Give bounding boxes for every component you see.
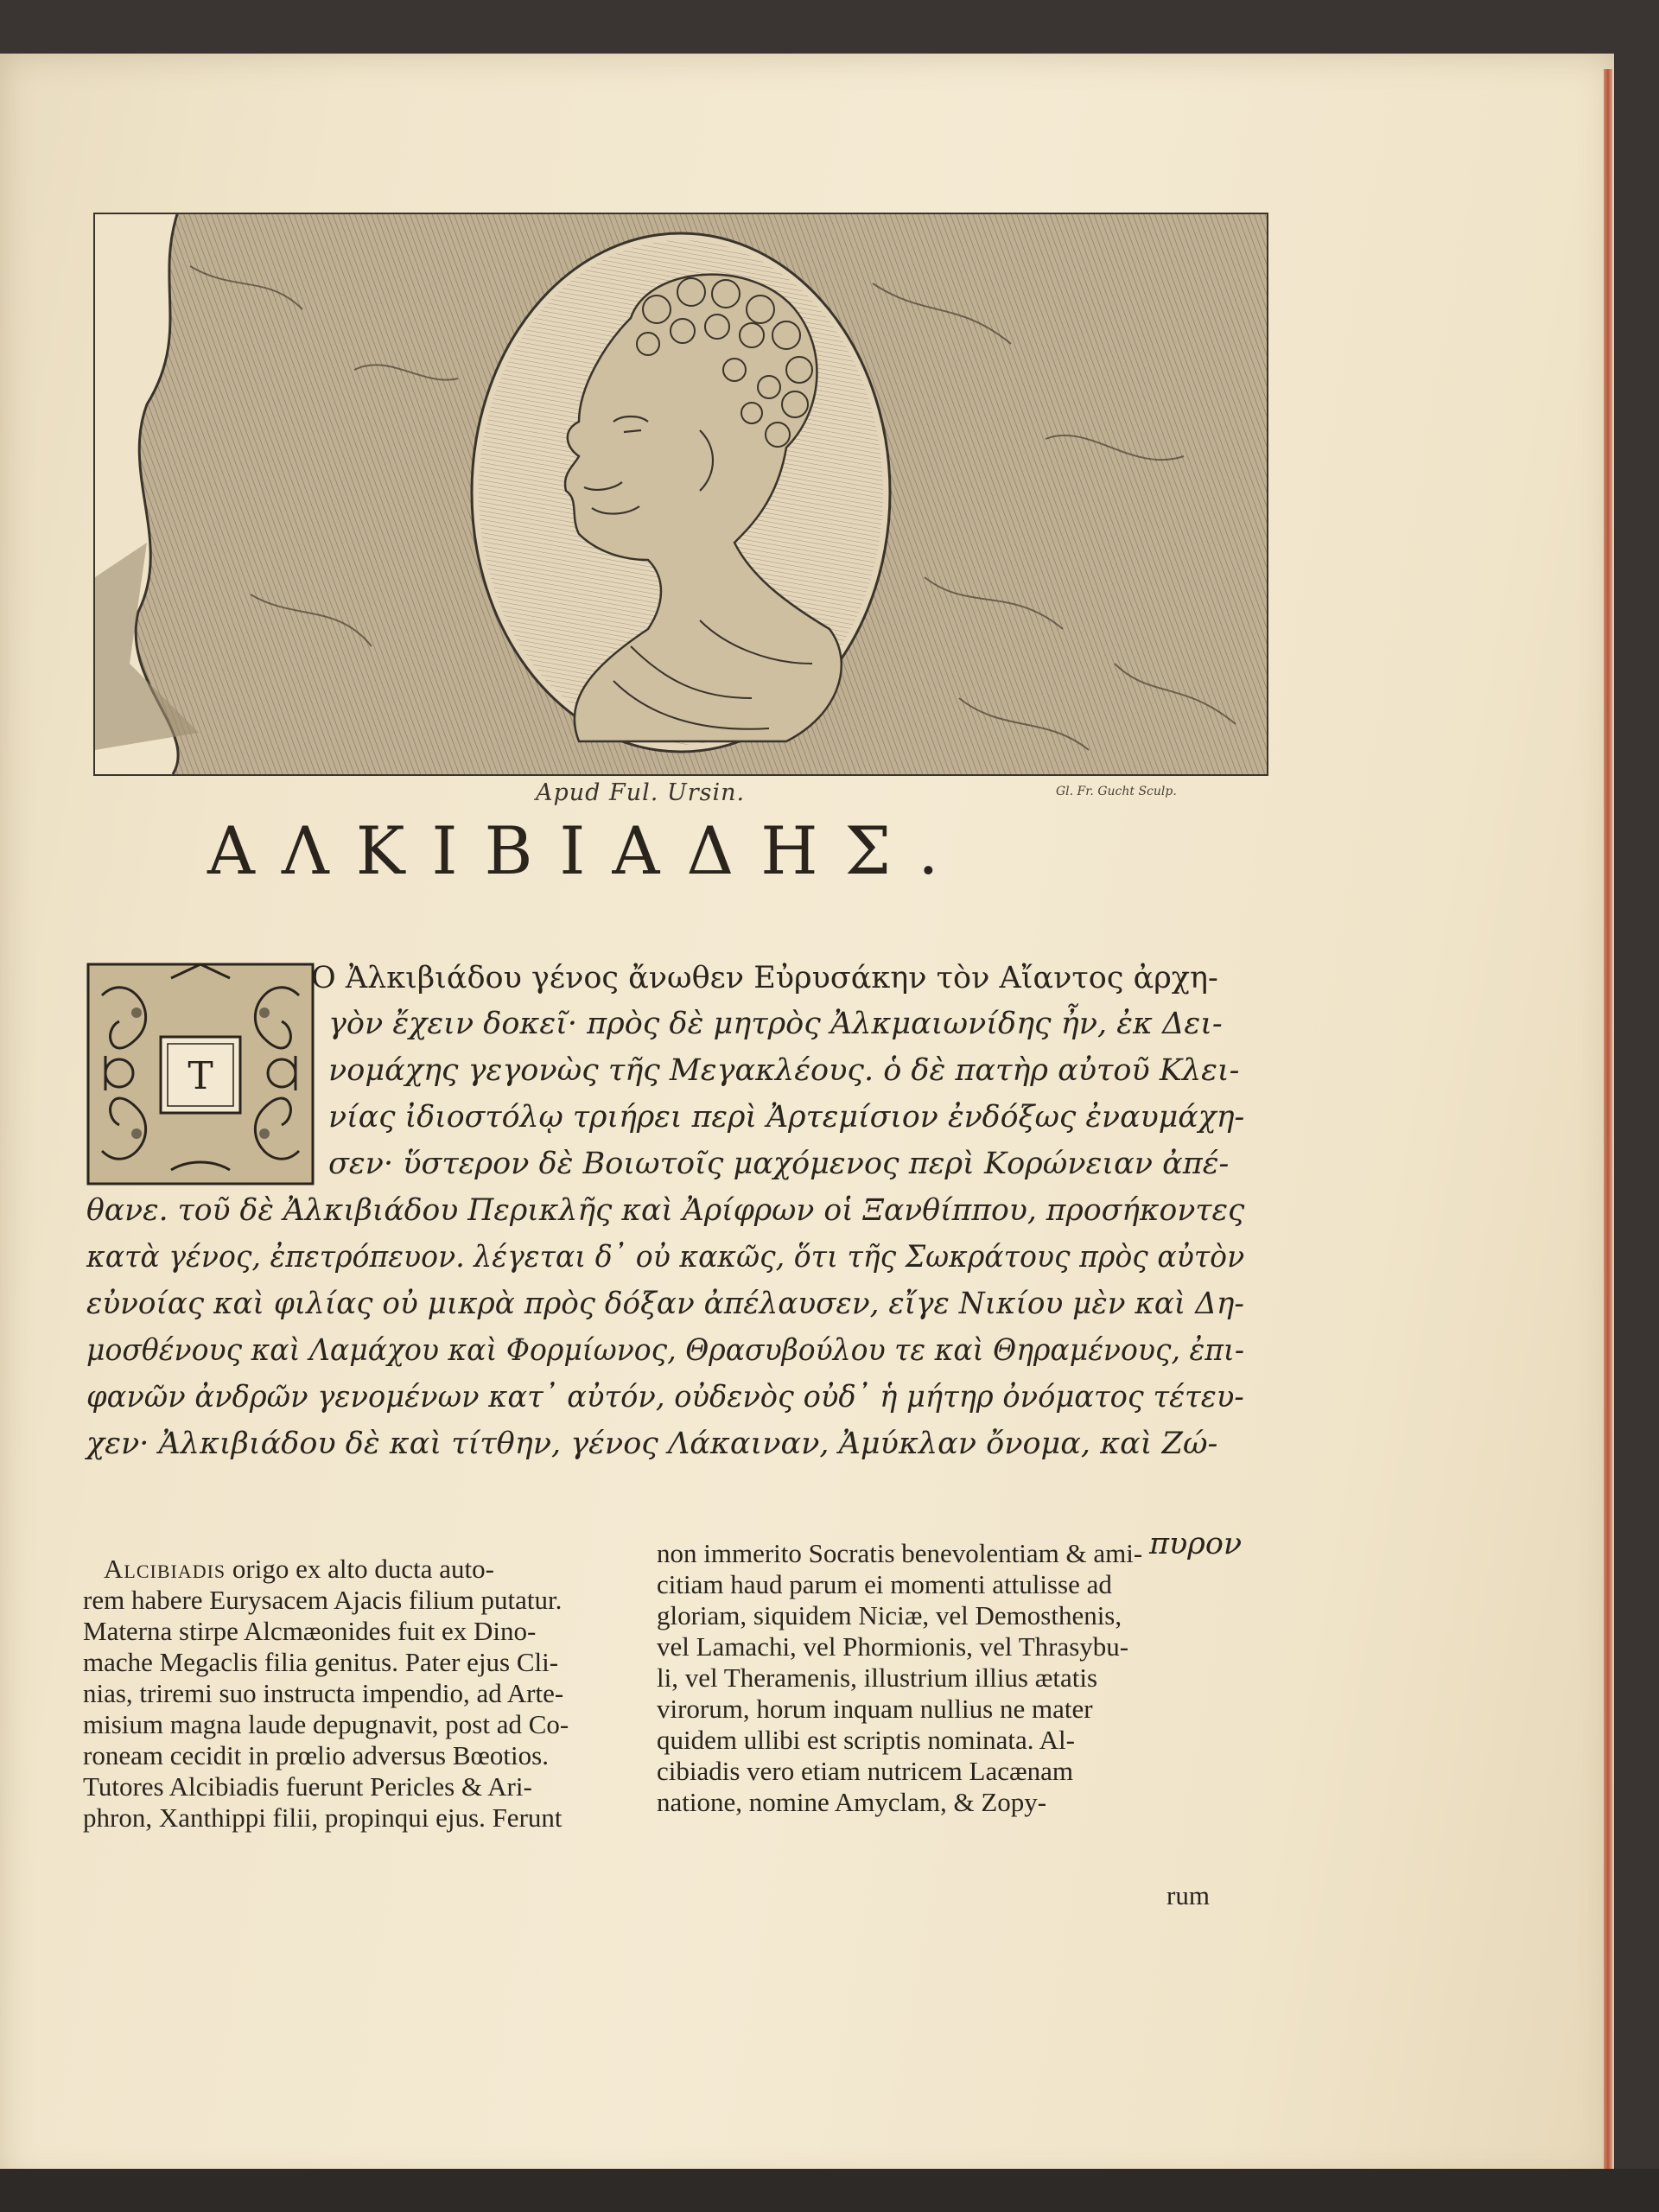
page-edge-red — [1604, 69, 1612, 2177]
greek-line: Ο Ἀλκιβιάδου γένος ἄνωθεν Εὐρυσάκην τὸν Αἴαντος ἀρχη- — [311, 961, 1218, 995]
page-title: ΑΛΚΙΒΙΑΔΗΣ. — [207, 812, 966, 889]
latin-left-line: roneam cecidit in prœlio adversus Bœotios. — [83, 1740, 549, 1770]
greek-line: σεν· ὕστερον δὲ Βοιωτοῖς μαχόμενος περὶ Κορώνειαν ἀπέ- — [328, 1147, 1230, 1181]
latin-right-line: li, vel Theramenis, illustrium illius ætatis — [657, 1662, 1098, 1693]
latin-right-line: vel Lamachi, vel Phormionis, vel Thrasybu- — [657, 1631, 1129, 1662]
greek-line: νομάχης γεγονὼς τῆς Μεγακλέους. ὁ δὲ πατὴρ αὐτοῦ Κλει- — [328, 1053, 1240, 1088]
greek-line: χεν· Ἀλκιβιάδου δὲ καὶ τίτθην, γένος Λάκαιναν, Ἀμύκλαν ὄνομα, καὶ Ζώ- — [86, 1427, 1218, 1461]
engraved-portrait — [93, 213, 1268, 776]
latin-left-line: rem habere Eurysacem Ajacis filium putatur. — [83, 1585, 563, 1615]
latin-right-line: non immerito Socratis benevolentiam & ami- — [657, 1538, 1143, 1568]
latin-right-line: virorum, horum inquam nullius ne mater — [657, 1694, 1093, 1724]
latin-first-word: Alcibiadis — [104, 1554, 226, 1584]
latin-left-line: nias, triremi suo instructa impendio, ad Arte- — [83, 1678, 564, 1708]
latin-right-line: natione, nomine Amyclam, & Zopy- — [657, 1787, 1047, 1817]
portrait-caption-engraver: Gl. Fr. Gucht Sculp. — [1056, 785, 1177, 798]
latin-left-line: misium magna laude depugnavit, post ad Co- — [83, 1709, 569, 1739]
ornamental-initial — [85, 961, 316, 1187]
greek-line: θανε. τοῦ δὲ Ἀλκιβιάδου Περικλῆς καὶ Ἀρίφρων οἱ Ξανθίππου, προσήκοντες — [86, 1193, 1245, 1228]
initial-letter: T — [188, 1054, 213, 1098]
greek-line: κατὰ γένος, ἐπετρόπευον. λέγεται δ᾽ οὐ κακῶς, ὅτι τῆς Σωκράτους πρὸς αὐτὸν — [86, 1240, 1245, 1274]
portrait-engraving — [95, 214, 1267, 774]
latin-left-line: Tutores Alcibiadis fuerunt Pericles & Ari- — [83, 1771, 532, 1802]
latin-right-line: citiam haud parum ei momenti attulisse ad — [657, 1569, 1112, 1599]
greek-catchword: πυρον — [1149, 1527, 1243, 1561]
greek-line: φανῶν ἀνδρῶν γενομένων κατ᾽ αὐτόν, οὐδενὸς οὐδ᾽ ἡ μήτηρ ὀνόματος τέτευ- — [86, 1380, 1244, 1414]
latin-left-line: Materna stirpe Alcmæonides fuit ex Dino- — [83, 1616, 537, 1646]
latin-right-line: cibiadis vero etiam nutricem Lacænam — [657, 1756, 1074, 1786]
greek-line: μοσθένους καὶ Λαμάχου καὶ Φορμίωνος, Θρασυβούλου τε καὶ Θηραμένους, ἐπι- — [86, 1333, 1245, 1368]
latin-right-line: quidem ullibi est scriptis nominata. Al- — [657, 1725, 1075, 1755]
greek-line: γὸν ἔχειν δοκεῖ· πρὸς δὲ μητρὸς Ἀλκμαιωνίδης ἦν, ἐκ Δει- — [328, 1007, 1223, 1041]
latin-left-line: phron, Xanthippi filii, propinqui ejus. Ferunt — [83, 1802, 563, 1833]
latin-right-line: gloriam, siquidem Niciæ, vel Demosthenis, — [657, 1600, 1122, 1630]
portrait-caption-source: Apud Ful. Ursin. — [536, 779, 746, 806]
latin-left-line: mache Megaclis filia genitus. Pater ejus Cli- — [83, 1647, 559, 1677]
latin-catchword: rum — [1166, 1880, 1210, 1910]
background-shadow — [0, 2169, 1659, 2212]
greek-line: εὐνοίας καὶ φιλίας οὐ μικρὰ πρὸς δόξαν ἀπέλαυσεν, εἴγε Νικίου μὲν καὶ Δη- — [86, 1287, 1244, 1321]
greek-line: νίας ἰδιοστόλῳ τριήρει περὶ Ἀρτεμίσιον ἐνδόξως ἐναυμάχη- — [328, 1100, 1245, 1135]
latin-left-line: Alcibiadis origo ex alto ducta auto- — [104, 1554, 494, 1584]
